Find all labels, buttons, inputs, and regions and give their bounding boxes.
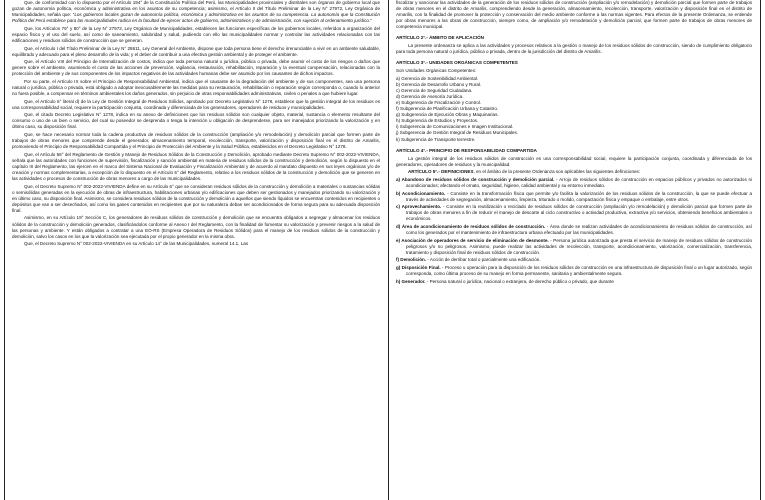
article-3-intro: Son Unidades Orgánicas Competentes: [396, 68, 477, 74]
paragraph-3: Que, el Artículo I del Título Preliminar de la Ley N° 28611, Ley General del Ambiente, dispone que toda persona tiene el derecho irrenunciable a vivir en un ambiente saludable, equilibrado y adecuado para el pleno desarrollo de la vida; y el deber de contribuir a una efectiva gestión ambiental y de proteger el ambiente. [12, 45, 380, 57]
paragraph-9: Que, el Artículo 58° del Reglamento de Gestión y Manejo de Residuos Sólidos de la Construcción y Demolición, aprobado mediante Decreto Supremo N° 002-2022-VIVIENDA, señala que las autoridades con funciones de supervisión, fiscalización y sanción ambiental en materia de residuos sólidos de la construcción y demolición, según lo dispuesto en el capítulo III del Reglamento, las ejercen en el marco del Sistema Nacional de Evaluación y Fiscalización Ambiental y de acuerdo al mandato dispuesto en sus leyes orgánicas y/o de creación y normas complementarias, a excepción de lo dispuesto en el Artículo 5° del Reglamento, relativo a los residuos sólidos de la construcción y demolición que se generen en las actividades o procesos de construcción de obras menores a cargo de las municipalidades. [12, 151, 380, 182]
paragraph-5: Por su parte, el Artículo IX sobre el Principio de Responsabilidad Ambiental, indica que el causante de la degradación del ambiente y de sus componentes, sea una persona natural o jurídica, pública o privada, está obligado a adoptar inexcusablemente las medidas para su restauración, rehabilitación o reparación según corresponda o, cuando lo anterior no fuera posible, a compensar en términos ambientales los daños generados, sin perjuicio de otras responsabilidades administrativas, civiles o penales a que hubiere lugar. [12, 78, 380, 97]
article-2-text: La presente ordenanza se aplica a las actividades y procesos relativos a la gestión o manejo de los residuos sólidos de construcción, siendo de cumplimiento obligatorio para toda persona natural o jurídica, pública o privada, dentro de la jurisdicción del distrito de Amarilis. [396, 43, 752, 55]
list-item: f) Subgerencia de Planificación Urbana y Catastro. [396, 106, 499, 112]
definition-item: f) Demolición. - Acción de derribar total o parcialmente una edificación. [396, 257, 541, 263]
list-item: k) Subgerencia de Transporte terrestre. [396, 136, 476, 142]
list-item: e) Subgerencia de Fiscalización y Control. [396, 100, 482, 106]
definition-item: h) Generador. - Persona natural o jurídica, nacional o extranjera, de derecho público o privado, que durante [396, 278, 614, 284]
left-border-rule [4, 0, 5, 500]
paragraph-11: Asimismo, en su Artículo 19° Sección C, los generadores de residuos sólidos de construcción y demolición que se encuentra obligados a segregar y almacenar los residuos sólidos de la construcción y demolición generados, clasificándolos conforme al Anexo I del Reglamento, con la finalidad de fomentar su valorización y prevenir riesgos a la salud de las personas y ambiente. Y están obligados a contratar a una EO-RS (Empresa Operadora de Residuos Sólidos) para el manejo de los residuos sólidos de la construcción y demolición, salvo los casos en los que la valorización sea ejecutada por el propio generador en la misma obra. [12, 215, 380, 239]
list-item: i) Subgerencia de Comunicaciones e Imagen Institucional. [396, 124, 514, 130]
definition-item: d) Área de acondicionamiento de residuos sólidos de construcción. - Área donde se realizan actividades de acondicionamiento de residuos sólidos de construcción, así como los generados por el mantenimiento de infraestructura urbana efectuado por las municipalidades. [396, 224, 752, 236]
definition-item: c) Aprovechamiento. - Consiste en la reutilización o reciclado de residuos sólidos de construcción (ampliación y/o remodelación) y demolición parcial que formen parte de trabajos de obras menores a fin de reducir el manejo de descarte al ciclo constructivo o actividad productiva, extractiva y/o servicios, obteniendo beneficios ambientales o económicos. [396, 204, 752, 222]
list-item: c) Gerencia de Seguridad Ciudadana. [396, 88, 473, 94]
paragraph-8: Que, se hace necesario normar toda la cadena productiva de residuos sólidos de la construcción (ampliación y/o remodelación) y demolición parcial que formen parte de trabajos de obras menores que comprende desde el generador, almacenamiento temporal, recolección, transporte, valorización y disposición final en el distrito de Amarilis, promoviendo el Principio de Responsabilidad Compartida y el Principio de Protección del Ambiente y la Salud Pública, establecidos en el Decreto Legislativo N° 1278. [12, 132, 380, 150]
article-3-heading: ARTÍCULO 3°.- UNIDADES ORGÁNICAS COMPETENTES [396, 60, 518, 66]
right-border-rule [760, 0, 761, 500]
paragraph-4: Que, el Artículo VIII del Principio de Internalización de costos, indica que toda persona natural o jurídica, pública o privada, debe asumir el costo de los riesgos o daños que genere sobre el ambiente, asumiendo el costo de las acciones de prevención, vigilancia, restauración, rehabilitación, reparación y la eventual compensación, relacionadas con la protección del ambiente y de sus componentes de los impactos negativos de las actividades humanas debe ser asumido por los causantes de dichos impactos. [12, 59, 380, 77]
definition-item: a) Abandono de residuos sólidos de construcción y demolición parcial. - Arrojo de residuos sólidos de construcción en espacios públicos y privados no autorizados ni acondicionados; afectando el ornato, seguridad, higiene, calidad ambiental y su entorno inmediato. [396, 176, 753, 188]
paragraph-1: Que, de conformidad con lo dispuesto por el Artículo 194° de la Constitución Política del Perú, las Municipalidades provinciales y distritales son órganos de gobierno local que gozan de autonomía política, económica y administrativa en los asuntos de su competencia; asimismo, el Artículo II del Título Preliminar de la Ley N° 27972, Ley Orgánica de Municipalidades, señala que: "Los gobiernos locales gozan de autonomía política, económica y administrativa en los asuntos de su competencia. La autonomía que la Constitución Política del Perú establece para las municipalidades radica en la facultad de ejercer actos de gobierno, administrativos y de administración, con sujeción al ordenamiento jurídico." [12, 0, 380, 24]
list-item: j) Subgerencia de Gestión Integral de Residuos Municipales. [396, 130, 519, 136]
paragraph-2: Que, los Artículos 79° y 80° de la Ley N° 27972, Ley Orgánica de Municipalidades, establecen las funciones específicas de los gobiernos locales, referidos a organización del espacio físico y el uso del suelo, así como de saneamiento, salubridad y salud, pudiendo con ello las municipalidades normar y controlar las actividades relacionadas con las edificaciones y residuos sólidos de construcción que se generan. [12, 25, 380, 43]
definition-item: b) Acondicionamiento. - Consiste en la transformación física que permite y/o facilita la valorización de los residuos sólidos de la construcción, la que se puede efectuar a través de actividades de segregación, almacenamiento, limpieza, triturado o molido, compactación física y empaque o embalaje, entre otros. [396, 190, 752, 202]
paragraph-12: Que, el Decreto Supremo N° 002-2022-VIVIENDA en su Artículo 14° de las Municipalidades, numeral 14.1. Las [24, 241, 249, 247]
article-5-heading: ARTÍCULO 5°.- DEFINICIONES [408, 169, 474, 175]
left-column [12, 0, 380, 249]
paragraph-6: Que, el Artículo 5° literal d) de la Ley de Gestión Integral de Residuos Sólidos, aprobado por Decreto Legislativo N° 1278, establece que la gestión integral de los residuos es una corresponsabilidad social, requiere la participación conjunta, coordinada y diferenciada de los generadores, operadores de residuos y municipalidades. [12, 98, 380, 110]
paragraph-7: Que, el citado Decreto Legislativo N° 1278, indica en su anexo de definiciones que los residuos sólidos son cualquier objeto, material, sustancia o elemento resultante del consumo o uso de un bien o servicio, del cual su poseedor se desprenda o tenga la intención u obligación de desprenderse, para ser manejados priorizando la valorización y en último caso, su disposición final. [12, 112, 380, 130]
list-item: d) Gerencia de Asesoría Jurídica. [396, 94, 464, 100]
definitions-list [396, 177, 752, 285]
article-1-continuation: fiscalizar y sancionar las actividades de la generación de los residuos sólidos de construcción (ampliación y/o remodelación) y demolición parcial que formen parte de trabajos de obras menores en el distrito de Amarilis, comprendiendo desde la generación, almacenamiento, recolección, transporte, valorización y disposición final en el distrito de Amarilis, con la finalidad de promover la protección y conservación del medio ambiente conforme a las normas vigentes. Para efectos de la presente Ordenanza, se entiende por obras menores a las obras de construcción, siempre como, de ampliación y/o remodelación y demolición parcial, que formen parte de trabajos de obras menores de competencia municipal. [396, 0, 752, 30]
article-4-text: La gestión integral de los residuos sólidos de construcción es una corresponsabilidad social, requiere la participación conjunta, coordinada y diferenciada de los generadores, operadores de residuos y la municipalidad. [396, 155, 752, 167]
article-4-heading: ARTÍCULO 4°.- PRINCIPIO DE RESPONSABILIDAD COMPARTIDA [396, 147, 537, 153]
article-2-heading: ARTÍCULO 2°.- ÁMBITO DE APLICACIÓN [396, 35, 484, 41]
definition-item: e) Asociación de operadores de servicio de eliminación de desmonte. - Persona jurídica autorizada que presta el servicio de manejo de residuos sólidos de construcción peligrosos y/o no peligrosos. Asimismo, puede realizar las actividades de recolección, transporte, acondicionamiento, valorización, comercialización, transferencia, tratamiento y disposición final de residuos sólidos de construcción. [396, 237, 752, 255]
list-item: a) Gerencia de Sostenibilidad Ambiental. [396, 76, 479, 82]
article-5-intro: ARTÍCULO 5°.- DEFINICIONES, en el ámbito de la presente Ordenanza son aplicables las siguientes definiciones: [408, 169, 641, 175]
column-divider [388, 0, 389, 500]
autonomy-quote: Los gobiernos locales gozan de autonomía política, económica y administrativa en los asuntos de su competencia. La autonomía que la Constitución Política del Perú establece para las municipalidades radica en la facultad de ejercer actos de gobierno, administrativos y de administración, con sujeción al ordenamiento jurídico. [12, 12, 380, 24]
paragraph-10: Que, el Decreto Supremo N° 002-2022-VIVIENDA define en su Artículo 6° que se consideran residuos sólidos de la construcción y demolición a materiales o sustancias sólidas o semisólidas generadas en la ejecución de obras de infraestructura, habilitaciones urbanas y/o edificaciones que deben ser gestionados y manejados priorizando su valorización y en último caso, su disposición final. Asimismo, se considera residuos sólidos de la construcción y demolición a aquellos que siendo líquidos se encuentran contenidos en recipientes o depósitos que van a ser desechados, así como los gases contenidos en recipientes que por su naturaleza deban ser acondicionados de forma segura para su adecuada disposición final. [12, 183, 380, 213]
definition-item: g) Disposición Final. - Proceso u operación para la disposición de los residuos sólidos de construcción en una infraestructura de disposición final o un lugar autorizado, según corresponda, como última proceso de su manejo en forma permanente, sanitaria y ambientalmente segura. [396, 265, 752, 277]
list-item: h) Subgerencia de Estudios y Proyectos. [396, 118, 479, 124]
list-item: b) Gerencia de Desarrollo Urbano y Rural. [396, 82, 482, 88]
right-column [396, 0, 752, 286]
competent-units-list [396, 76, 752, 143]
list-item: g) Subgerencia de Ejecución Obras y Maquinarias. [396, 112, 499, 118]
